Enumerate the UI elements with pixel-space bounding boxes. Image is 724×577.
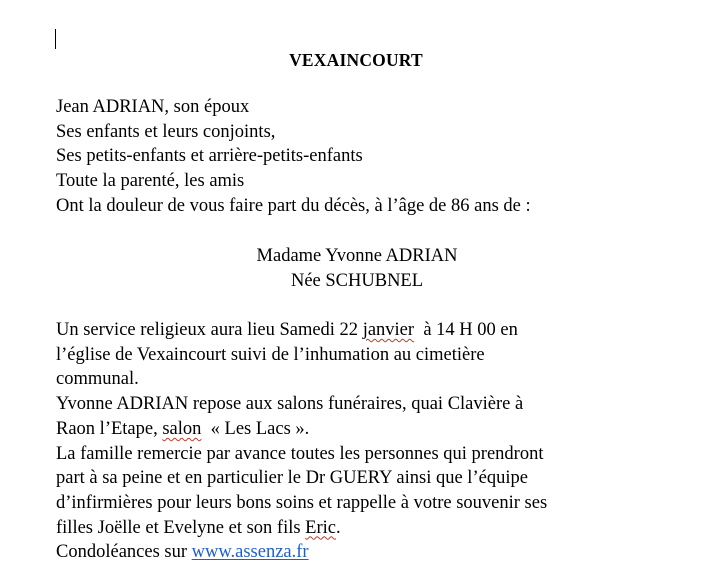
text-run: « Les Lacs ». [201, 418, 310, 439]
text-cursor [55, 29, 56, 49]
intro-line: Ont la douleur de vous faire part du décès, à l’âge de 86 ans de : [56, 195, 531, 216]
repose-line [56, 417, 547, 442]
condolences-line [56, 540, 547, 565]
deceased-name: Madame Yvonne ADRIAN [256, 246, 458, 266]
text-run: à 14 H 00 en [414, 320, 518, 340]
document-title: VEXAINCOURT [289, 50, 423, 70]
spellcheck-word[interactable]: salon [162, 418, 202, 439]
deceased-birth-name: Née SCHUBNEL [290, 270, 424, 291]
repose-line: Yvonne ADRIAN repose aux salons funéraires, quai Clavière à [56, 394, 524, 415]
intro-line: Toute la parenté, les amis [56, 171, 245, 192]
thanks-line: La famille remercie par avance toutes les personnes qui prendront [56, 443, 544, 464]
deceased-block [56, 244, 658, 293]
spellcheck-word[interactable]: janvier [362, 320, 415, 340]
thanks-line [56, 516, 547, 541]
service-line: l’église de Vexaincourt suivi de l’inhumation au cimetière [56, 344, 485, 365]
text-run: . [335, 517, 341, 538]
website-link[interactable]: www.assenza.fr [191, 542, 309, 563]
text-run: filles Joëlle et Evelyne et son fils [56, 517, 306, 538]
service-line: communal. [56, 369, 139, 390]
intro-paragraph [56, 95, 531, 219]
thanks-line: d’infirmières pour leurs bons soins et rappelle à votre souvenir ses [56, 492, 548, 513]
intro-line: Jean ADRIAN, son époux [56, 97, 250, 117]
intro-line: Ses enfants et leurs conjoints, [56, 121, 276, 142]
intro-line: Ses petits-enfants et arrière-petits-enfants [56, 146, 363, 167]
text-run: Un service religieux aura lieu Samedi 22 [56, 320, 363, 340]
thanks-line: part à sa peine et en particulier le Dr GUERY ainsi que l’équipe [56, 468, 528, 489]
text-run: Raon l’Etape, [56, 418, 163, 439]
condolences-prefix: Condoléances sur [56, 542, 192, 563]
spellcheck-word[interactable]: Eric [305, 517, 336, 538]
body-paragraph [56, 318, 547, 565]
service-line [56, 318, 547, 343]
